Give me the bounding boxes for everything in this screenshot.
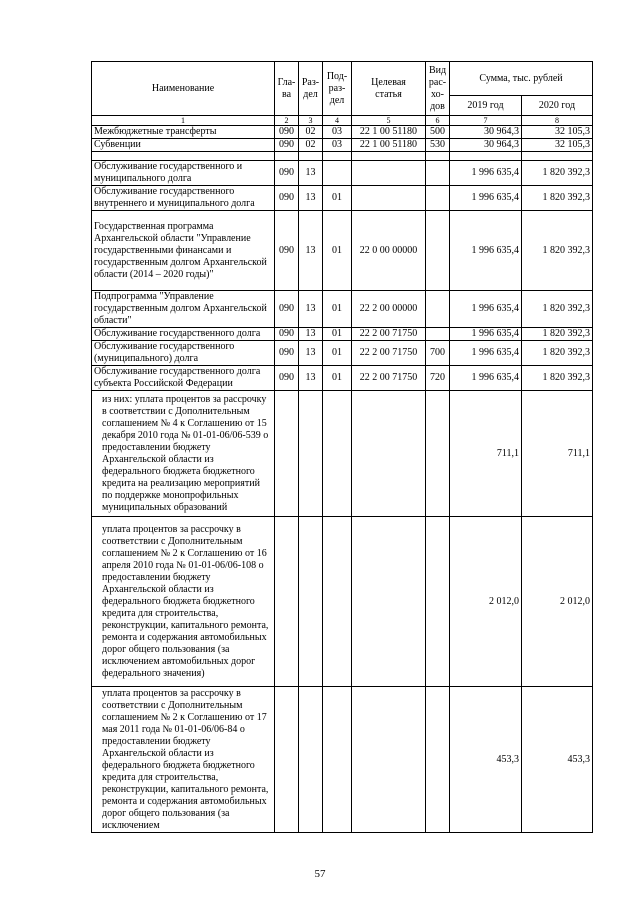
row-section: 13 bbox=[299, 366, 323, 391]
row-section: 13 bbox=[299, 291, 323, 328]
row-expense-type bbox=[426, 391, 450, 517]
table-row bbox=[92, 391, 593, 517]
row-value-2020: 1 820 392,3 bbox=[522, 328, 593, 341]
row-subsection: 01 bbox=[323, 366, 352, 391]
index-cell: 2 bbox=[275, 116, 299, 126]
index-row bbox=[92, 116, 593, 126]
row-section bbox=[299, 517, 323, 687]
row-expense-type: 720 bbox=[426, 366, 450, 391]
row-value-2019: 1 996 635,4 bbox=[450, 366, 522, 391]
row-target-item: 22 2 00 71750 bbox=[352, 328, 426, 341]
row-value-2019: 1 996 635,4 bbox=[450, 328, 522, 341]
row-chapter bbox=[275, 517, 299, 687]
header-chapter: Гла- ва bbox=[275, 62, 299, 116]
row-section: 02 bbox=[299, 126, 323, 139]
row-value-2019: 453,3 bbox=[450, 687, 522, 833]
row-value-2019: 1 996 635,4 bbox=[450, 186, 522, 211]
table-row bbox=[92, 341, 593, 366]
header-sum: Сумма, тыс. рублей bbox=[450, 62, 593, 96]
row-chapter: 090 bbox=[275, 341, 299, 366]
row-value-2019: 2 012,0 bbox=[450, 517, 522, 687]
row-value-2019: 30 964,3 bbox=[450, 139, 522, 152]
row-subsection: 01 bbox=[323, 341, 352, 366]
table-row bbox=[92, 211, 593, 291]
row-section bbox=[299, 687, 323, 833]
row-name: Обслуживание государственного долга bbox=[92, 328, 275, 341]
row-name: из них: уплата процентов за рассрочку в соответствии с Дополнительным соглашением № 4 к Соглашению от 15 декабря 2010 года № 01-01-06/06-539 о предоставлении бюджету Архангельской области из федерального бюджета бюджетного кредита на реализацию мероприятий по поддержке монопрофильных муниципальных образований bbox=[92, 391, 275, 517]
row-name: Обслуживание государственного и муниципального долга bbox=[92, 161, 275, 186]
row-section: 02 bbox=[299, 139, 323, 152]
row-expense-type: 700 bbox=[426, 341, 450, 366]
row-target-item bbox=[352, 517, 426, 687]
row-section bbox=[299, 391, 323, 517]
row-chapter: 090 bbox=[275, 366, 299, 391]
index-cell: 4 bbox=[323, 116, 352, 126]
row-chapter: 090 bbox=[275, 291, 299, 328]
header-name: Наименование bbox=[92, 62, 275, 116]
table-row bbox=[92, 687, 593, 833]
table-row bbox=[92, 186, 593, 211]
header-target-item: Целевая статья bbox=[352, 62, 426, 116]
header-year-2020: 2020 год bbox=[522, 96, 593, 116]
row-name: Обслуживание государственного долга субъекта Российской Федерации bbox=[92, 366, 275, 391]
row-name: уплата процентов за рассрочку в соответствии с Дополнительным соглашением № 2 к Соглашению от 17 мая 2011 года № 01-01-06/06-84 о предоставлении бюджету Архангельской области из федерального бюджета бюджетного кредита для строительства, реконструкции, капитального ремонта, ремонта и содержания автомобильных дорог общего пользования (за исключением bbox=[92, 687, 275, 833]
row-value-2020: 1 820 392,3 bbox=[522, 186, 593, 211]
row-chapter: 090 bbox=[275, 186, 299, 211]
row-target-item: 22 2 00 71750 bbox=[352, 366, 426, 391]
index-cell: 5 bbox=[352, 116, 426, 126]
budget-table bbox=[91, 61, 593, 833]
row-expense-type bbox=[426, 211, 450, 291]
row-subsection bbox=[323, 517, 352, 687]
header-subsection: Под- раз- дел bbox=[323, 62, 352, 116]
row-subsection: 01 bbox=[323, 211, 352, 291]
row-value-2019: 1 996 635,4 bbox=[450, 341, 522, 366]
table-row bbox=[92, 139, 593, 152]
row-expense-type: 530 bbox=[426, 139, 450, 152]
index-cell: 7 bbox=[450, 116, 522, 126]
row-chapter: 090 bbox=[275, 161, 299, 186]
row-chapter: 090 bbox=[275, 211, 299, 291]
row-subsection: 01 bbox=[323, 186, 352, 211]
row-target-item: 22 2 00 71750 bbox=[352, 341, 426, 366]
table-header bbox=[92, 62, 593, 126]
row-chapter bbox=[275, 687, 299, 833]
row-value-2020: 1 820 392,3 bbox=[522, 366, 593, 391]
index-cell: 8 bbox=[522, 116, 593, 126]
row-target-item: 22 1 00 51180 bbox=[352, 139, 426, 152]
row-section: 13 bbox=[299, 328, 323, 341]
row-expense-type bbox=[426, 687, 450, 833]
row-value-2019: 711,1 bbox=[450, 391, 522, 517]
row-value-2020: 1 820 392,3 bbox=[522, 211, 593, 291]
row-target-item bbox=[352, 391, 426, 517]
row-value-2020: 1 820 392,3 bbox=[522, 161, 593, 186]
header-year-2019: 2019 год bbox=[450, 96, 522, 116]
index-cell: 6 bbox=[426, 116, 450, 126]
row-name: Государственная программа Архангельской области "Управление государственными финансами и государственным долгом Архангельской области (2014 – 2020 годы)" bbox=[92, 211, 275, 291]
row-value-2019: 1 996 635,4 bbox=[450, 161, 522, 186]
header-expense-type: Вид рас- хо- дов bbox=[426, 62, 450, 116]
row-expense-type bbox=[426, 328, 450, 341]
row-name: Субвенции bbox=[92, 139, 275, 152]
row-target-item: 22 0 00 00000 bbox=[352, 211, 426, 291]
row-value-2020: 2 012,0 bbox=[522, 517, 593, 687]
row-name: Обслуживание государственного (муниципального) долга bbox=[92, 341, 275, 366]
row-subsection: 03 bbox=[323, 126, 352, 139]
table-row bbox=[92, 126, 593, 139]
row-name: Подпрограмма "Управление государственным долгом Архангельской области" bbox=[92, 291, 275, 328]
table-row bbox=[92, 161, 593, 186]
table-row bbox=[92, 517, 593, 687]
table-body-transfers bbox=[92, 126, 593, 152]
row-value-2020: 453,3 bbox=[522, 687, 593, 833]
row-value-2020: 32 105,3 bbox=[522, 126, 593, 139]
row-target-item bbox=[352, 186, 426, 211]
row-name: уплата процентов за рассрочку в соответствии с Дополнительным соглашением № 2 к Соглашению от 16 апреля 2010 года № 01-01-06/06-108 о предоставлении бюджету Архангельской области из федерального бюджета бюджетного кредита для строительства, реконструкции, капитального ремонта, ремонта и содержания автомобильных дорог общего пользования (за исключением автомобильных дорог федерального значения) bbox=[92, 517, 275, 687]
row-value-2019: 30 964,3 bbox=[450, 126, 522, 139]
row-value-2020: 1 820 392,3 bbox=[522, 341, 593, 366]
row-expense-type bbox=[426, 517, 450, 687]
table-body-debt bbox=[92, 161, 593, 391]
row-section: 13 bbox=[299, 211, 323, 291]
row-value-2020: 32 105,3 bbox=[522, 139, 593, 152]
row-value-2019: 1 996 635,4 bbox=[450, 291, 522, 328]
row-chapter bbox=[275, 391, 299, 517]
row-section: 13 bbox=[299, 186, 323, 211]
row-chapter: 090 bbox=[275, 139, 299, 152]
table-row bbox=[92, 328, 593, 341]
row-section: 13 bbox=[299, 161, 323, 186]
row-value-2020: 1 820 392,3 bbox=[522, 291, 593, 328]
row-value-2020: 711,1 bbox=[522, 391, 593, 517]
row-target-item: 22 1 00 51180 bbox=[352, 126, 426, 139]
row-name: Межбюджетные трансферты bbox=[92, 126, 275, 139]
row-chapter: 090 bbox=[275, 328, 299, 341]
row-target-item: 22 2 00 00000 bbox=[352, 291, 426, 328]
index-cell: 1 bbox=[92, 116, 275, 126]
row-target-item bbox=[352, 161, 426, 186]
table-body-interest bbox=[92, 391, 593, 833]
index-cell: 3 bbox=[299, 116, 323, 126]
row-expense-type: 500 bbox=[426, 126, 450, 139]
header-section: Раз- дел bbox=[299, 62, 323, 116]
row-subsection: 01 bbox=[323, 328, 352, 341]
row-expense-type bbox=[426, 161, 450, 186]
table-row bbox=[92, 291, 593, 328]
row-value-2019: 1 996 635,4 bbox=[450, 211, 522, 291]
page-number: 57 bbox=[314, 868, 326, 880]
table-gap bbox=[92, 152, 593, 161]
row-section: 13 bbox=[299, 341, 323, 366]
row-name: Обслуживание государственного внутреннего и муниципального долга bbox=[92, 186, 275, 211]
row-subsection bbox=[323, 687, 352, 833]
row-subsection bbox=[323, 161, 352, 186]
row-target-item bbox=[352, 687, 426, 833]
table-row bbox=[92, 366, 593, 391]
row-subsection bbox=[323, 391, 352, 517]
row-chapter: 090 bbox=[275, 126, 299, 139]
row-expense-type bbox=[426, 291, 450, 328]
row-expense-type bbox=[426, 186, 450, 211]
row-subsection: 01 bbox=[323, 291, 352, 328]
row-subsection: 03 bbox=[323, 139, 352, 152]
